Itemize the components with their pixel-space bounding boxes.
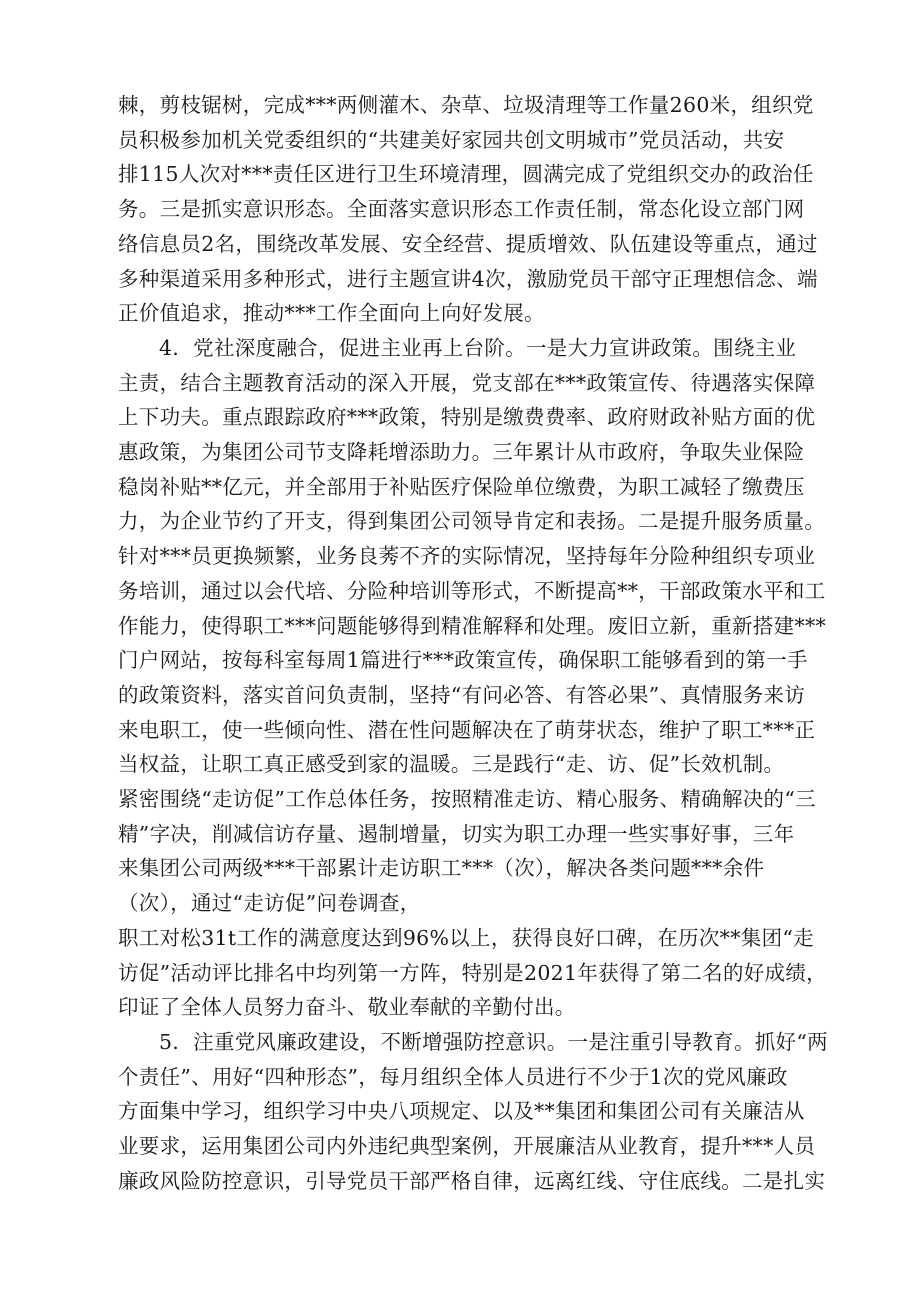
paragraph-section-5 [118, 1025, 838, 1199]
text-line: 务培训，通过以会代培、分险种培训等形式，不断提高**，干部政策水平和工 [118, 578, 826, 603]
text-line: 正价值追求，推动***工作全面向上向好发展。 [118, 301, 545, 326]
text-line: 务。三是抓实意识形态。全面落实意识形态工作责任制，常态化设立部门网 [118, 197, 805, 222]
text-line: 员积极参加机关党委组织的“共建美好家园共创文明城市”党员活动，共安 [118, 127, 785, 152]
text-line: 方面集中学习，组织学习中央八项规定、以及**集团和集团公司有关廉洁从 [118, 1099, 805, 1124]
text-line: 棘，剪枝锯树，完成***两侧灌木、杂草、垃圾清理等工作量260米，组织党 [118, 93, 814, 117]
section-heading-line: 4．党社深度融合，促进主业再上台阶。一是大力宣讲政策。围绕主业 [159, 335, 797, 360]
section-heading-line: 5．注重党风廉政建设，不断增强防控意识。一是注重引导教育。抓好“两 [159, 1029, 828, 1054]
document-page [118, 88, 838, 1199]
text-line: 络信息员2名，围绕改革发展、安全经营、提质增效、队伍建设等重点，通过 [118, 231, 818, 256]
text-line: 职工对松31t工作的满意度达到96%以上，获得良好口碑，在历次**集团“走 [118, 925, 814, 950]
text-line: 惠政策，为集团公司节支降耗增添助力。三年累计从市政府，争取失业保险 [118, 440, 805, 465]
text-line: 多种渠道采用多种形式，进行主题宣讲4次，激励党员干部守正理想信念、端 [118, 266, 818, 291]
text-line: 当权益，让职工真正感受到家的温暖。三是践行“走、访、促”长效机制。 [118, 752, 785, 777]
text-line: 廉政风险防控意识，引导党员干部严格自律，远离红线、守住底线。二是扎实 [118, 1168, 826, 1193]
text-line: 主责，结合主题教育活动的深入开展，党支部在***政策宣传、待遇落实保障 [118, 370, 816, 395]
paragraph-continuation [118, 88, 838, 331]
text-line: 个责任”、用好“四种形态”，每月组织全体人员进行不少于1次的党风廉政 [118, 1064, 788, 1089]
text-line: 的政策资料，落实首问负责制，坚持“有问必答、有答必果”、真情服务来访 [118, 682, 806, 707]
text-line: 排115人次对***责任区进行卫生环境清理，圆满完成了党组织交办的政治任 [118, 162, 814, 187]
text-line: （次），通过“走访促”问卷调查， [118, 891, 421, 916]
text-line: 力，为企业节约了开支，得到集团公司领导肯定和表扬。二是提升服务质量。 [118, 509, 826, 534]
text-line: 来电职工，使一些倾向性、潜在性问题解决在了萌芽状态，维护了职工***正 [118, 717, 816, 742]
text-line: 门户网站，按每科室每周1篇进行***政策宣传，确保职工能够看到的第一手 [118, 648, 808, 673]
text-line: 针对***员更换频繁，业务良莠不齐的实际情况，坚持每年分险种组织专项业 [118, 544, 816, 569]
text-line: 业要求，运用集团公司内外违纪典型案例，开展廉洁从业教育，提升***人员 [118, 1134, 816, 1159]
paragraph-section-4 [118, 331, 838, 1025]
text-line: 精”字决，削减信访存量、遏制增量，切实为职工办理一些实事好事，三年 [118, 821, 795, 846]
text-line: 印证了全体人员努力奋斗、敬业奉献的辛勤付出。 [118, 995, 576, 1020]
text-line: 访促”活动评比排名中均列第一方阵，特别是2021年获得了第二名的好成绩， [118, 960, 827, 985]
text-line: 来集团公司两级***干部累计走访职工***（次），解决各类问题***余件 [118, 856, 765, 881]
text-line: 稳岗补贴**亿元，并全部用于补贴医疗保险单位缴费，为职工减轻了缴费压 [118, 474, 805, 499]
text-line: 作能力，使得职工***问题能够得到精准解释和处理。废旧立新，重新搭建*** [118, 613, 827, 638]
text-line: 紧密围绕“走访促”工作总体任务，按照精准走访、精心服务、精确解决的“三 [118, 787, 816, 812]
text-line: 上下功夫。重点跟踪政府***政策，特别是缴费费率、政府财政补贴方面的优 [118, 405, 816, 430]
